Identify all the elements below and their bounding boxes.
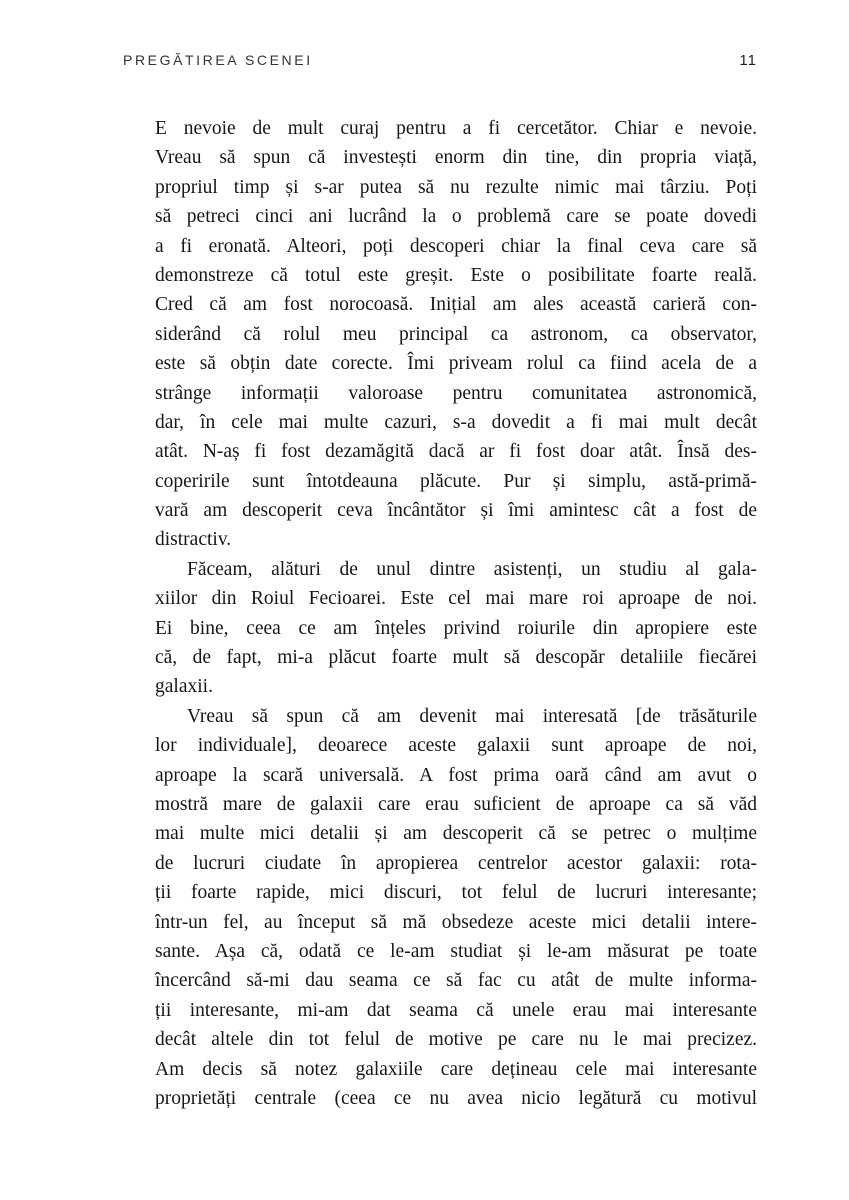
text-line: coperirile sunt întotdeauna plăcute. Pur și simplu, astă-primă- [155,470,757,492]
body-text-block [155,114,757,1113]
text-line: decât altele din tot felul de motive pe care nu le mai precizez. [155,1029,757,1051]
text-line: vară am descoperit ceva încântător și îmi amintesc cât a fost de [155,500,757,522]
text-line: lor individuale], deoarece aceste galaxii sunt aproape de noi, [155,735,757,757]
text-line: propriul timp și s-ar putea să nu rezulte nimic mai târziu. Poți [155,176,757,198]
text-line: dar, în cele mai multe cazuri, s-a dovedit a fi mai mult decât [155,411,757,433]
paragraph [155,702,757,1113]
text-line: ții foarte rapide, mici discuri, tot felul de lucruri interesante; [155,882,757,904]
text-line: E nevoie de mult curaj pentru a fi cercetător. Chiar e nevoie. [155,118,757,139]
text-line: este să obțin date corecte. Îmi priveam rolul ca fiind acela de a [155,353,757,375]
text-line: aproape la scară universală. A fost prima oară când am avut o [155,764,757,786]
text-line: xiilor din Roiul Fecioarei. Este cel mai mare roi aproape de noi. [155,588,757,610]
text-line: Ei bine, ceea ce am înțeles privind roiurile din apropiere este [155,617,757,639]
page-number: 11 [739,52,757,69]
text-line: sante. Așa că, odată ce le-am studiat și le-am măsurat pe toate [155,940,757,962]
paragraph [155,114,757,555]
text-line: strânge informații valoroase pentru comunitatea astronomică, [155,382,757,404]
text-line: într-un fel, au început să mă obsedeze aceste mici detalii intere- [155,911,757,933]
text-line: siderând că rolul meu principal ca astronom, ca observator, [155,323,757,345]
text-line: distractiv. [155,529,232,551]
text-line: mostră mare de galaxii care erau suficient de aproape ca să văd [155,793,757,815]
running-title: PREGĂTIREA SCENEI [123,52,313,68]
paragraph [155,555,757,702]
text-line: atât. N-aș fi fost dezamăgită dacă ar fi fost doar atât. Însă des- [155,441,757,463]
text-line: demonstreze că totul este greșit. Este o posibilitate foarte reală. [155,264,757,286]
text-line: Am decis să notez galaxiile care dețineau cele mai interesante [155,1058,757,1080]
text-line: Făceam, alături de unul dintre asistenți, un studiu al gala- [187,558,757,580]
text-line: încercând să-mi dau seama ce să fac cu atât de multe informa- [155,970,757,992]
text-line: să petreci cinci ani lucrând la o problemă care se poate dovedi [155,206,757,228]
text-line: galaxii. [155,676,213,698]
running-header [123,52,757,69]
text-line: Vreau să spun că am devenit mai interesată [de trăsăturile [187,705,757,727]
text-line: mai multe mici detalii și am descoperit că se petrec o mulțime [155,823,757,845]
text-line: Cred că am fost norocoasă. Inițial am ales această carieră con- [155,294,757,316]
text-line: că, de fapt, mi-a plăcut foarte mult să descopăr detaliile fiecărei [155,647,757,669]
text-line: proprietăți centrale (ceea ce nu avea nicio legătură cu motivul [155,1087,757,1109]
text-line: a fi eronată. Alteori, poți descoperi chiar la final ceva care să [155,235,757,257]
text-line: ții interesante, mi-am dat seama că unele erau mai interesante [155,999,757,1021]
text-line: de lucruri ciudate în apropierea centrelor acestor galaxii: rota- [155,852,757,874]
text-line: Vreau să spun că investești enorm din tine, din propria viață, [155,147,757,169]
